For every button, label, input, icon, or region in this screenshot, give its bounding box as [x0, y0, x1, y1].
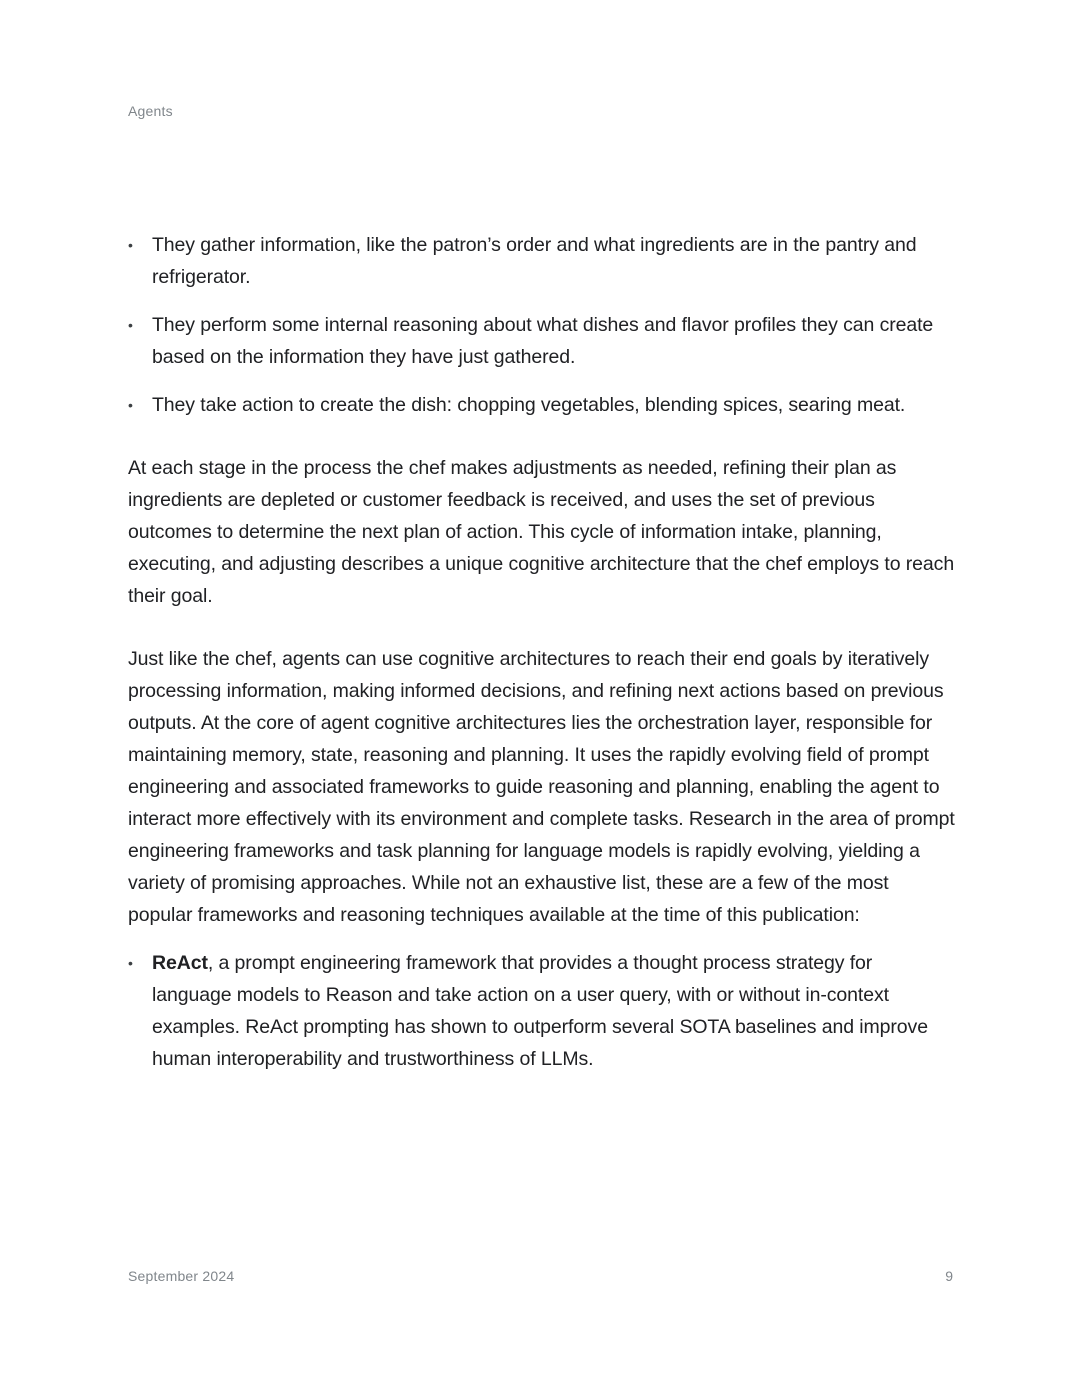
list-item — [128, 229, 956, 293]
paragraph-chef-cycle: At each stage in the process the chef makes adjustments as needed, refining their plan as ingredients are depleted or customer feedback is received, and uses the set of previous outcomes to determine the next plan of action. This cycle of information intake, planning, executing, and adjusting describes a unique cognitive architecture that the chef employs to reach their goal. — [128, 457, 955, 607]
footer-date: September 2024 — [128, 1268, 235, 1284]
list-item-text: They gather information, like the patron’s order and what ingredients are in the pantry and refrigerator. — [152, 234, 917, 288]
list-item — [128, 947, 956, 1075]
chef-steps-list — [128, 229, 956, 421]
list-item — [128, 389, 956, 421]
framework-term: ReAct — [152, 952, 208, 974]
list-item-text: They perform some internal reasoning about what dishes and flavor profiles they can create based on the information they have just gathered. — [152, 314, 934, 368]
bullet-icon: • — [128, 237, 133, 253]
framework-description: , a prompt engineering framework that provides a thought process strategy for language models to Reason and take action on a user query, with or without in-context examples. ReAct prompting has shown to outperform several SOTA baselines and improve human interoperability and trustworthiness of LLMs. — [152, 952, 928, 1070]
list-item — [128, 309, 956, 373]
bullet-icon: • — [128, 317, 133, 333]
bullet-icon: • — [128, 397, 133, 413]
bullet-icon: • — [128, 955, 133, 971]
page-number: 9 — [945, 1268, 953, 1284]
page-body — [128, 229, 956, 1075]
running-header: Agents — [128, 103, 173, 119]
list-item-text: They take action to create the dish: chopping vegetables, blending spices, searing meat. — [152, 394, 906, 416]
paragraph-agent-architectures: Just like the chef, agents can use cognitive architectures to reach their end goals by iteratively processing information, making informed decisions, and refining next actions based on previous outputs. At the core of agent cognitive architectures lies the orchestration layer, responsible for maintaining memory, state, reasoning and planning. It uses the rapidly evolving field of prompt engineering and associated frameworks to guide reasoning and planning, enabling the agent to interact more effectively with its environment and complete tasks. Research in the area of prompt engineering frameworks and task planning for language models is rapidly evolving, yielding a variety of promising approaches. While not an exhaustive list, these are a few of the most popular frameworks and reasoning techniques available at the time of this publication: — [128, 648, 955, 926]
frameworks-list — [128, 947, 956, 1075]
